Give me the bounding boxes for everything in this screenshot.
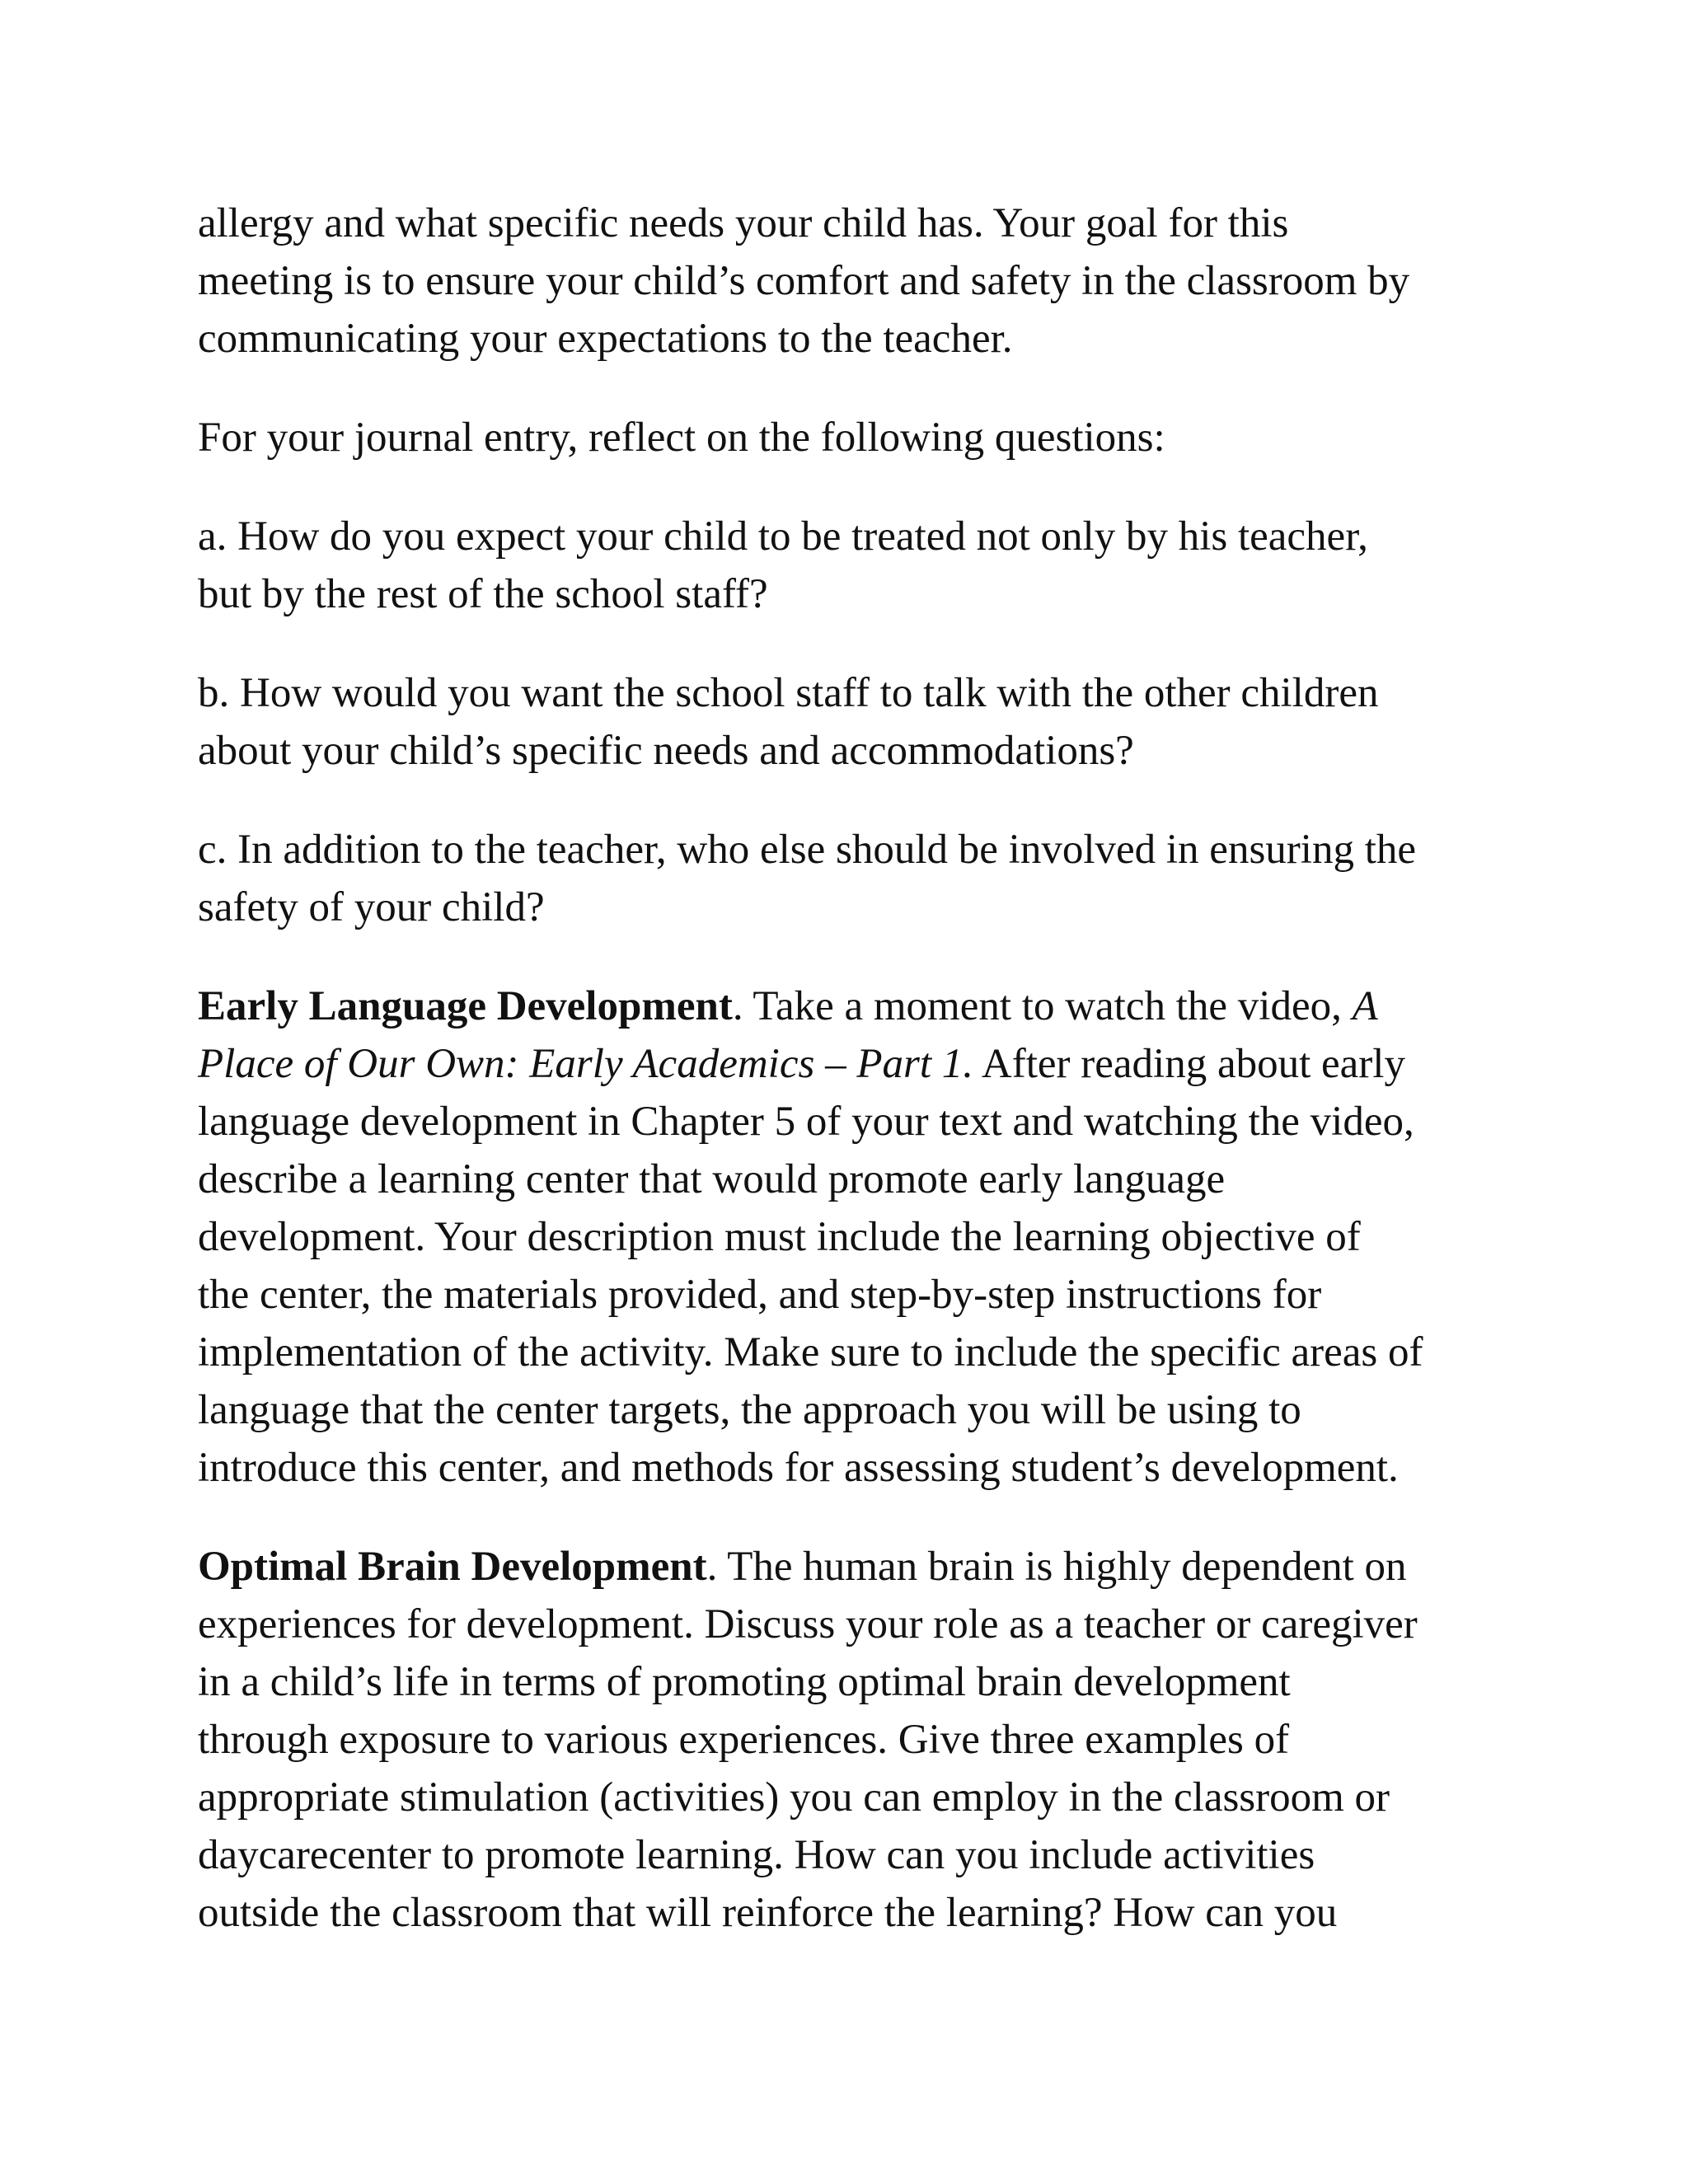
text-line: in a child’s life in terms of promoting optimal brain development	[198, 1659, 1291, 1705]
text-line: experiences for development. Discuss your role as a teacher or caregiver	[198, 1601, 1418, 1647]
text-line: b. How would you want the school staff to talk with the other children	[198, 670, 1379, 716]
text-line	[198, 1538, 1525, 1596]
heading-tail-text: . The human brain is highly dependent on	[706, 1544, 1407, 1590]
text-line: development. Your description must include the learning objective of	[198, 1214, 1361, 1260]
text-line: appropriate stimulation (activities) you can employ in the classroom or	[198, 1774, 1390, 1821]
text-line: describe a learning center that would promote early language	[198, 1156, 1226, 1202]
video-title-part2: Place of Our Own: Early Academics – Part 1.	[198, 1041, 973, 1087]
question-c	[198, 821, 1525, 936]
heading-tail-text: . Take a moment to watch the video,	[732, 983, 1353, 1029]
video-title-part1: A	[1352, 983, 1378, 1029]
question-b	[198, 664, 1525, 780]
text-line: implementation of the activity. Make sure to include the specific areas of	[198, 1329, 1423, 1376]
text-line	[198, 1035, 1525, 1093]
text-line: through exposure to various experiences. Give three examples of	[198, 1717, 1290, 1763]
text-line	[198, 977, 1525, 1035]
intro-paragraph	[198, 194, 1525, 368]
text-line: For your journal entry, reflect on the following questions:	[198, 415, 1165, 461]
section-heading-early-language: Early Language Development	[198, 983, 733, 1029]
text-line: but by the rest of the school staff?	[198, 571, 768, 617]
journal-prompt-paragraph	[198, 409, 1525, 466]
text-line: outside the classroom that will reinforce the learning? How can you	[198, 1890, 1338, 1936]
text-line: communicating your expectations to the teacher.	[198, 316, 1013, 362]
text-line: c. In addition to the teacher, who else should be involved in ensuring the	[198, 827, 1417, 873]
text-line: introduce this center, and methods for assessing student’s development.	[198, 1445, 1399, 1491]
text-line: daycarecenter to promote learning. How can you include activities	[198, 1832, 1315, 1878]
text-line: a. How do you expect your child to be treated not only by his teacher,	[198, 513, 1368, 560]
text-line: language development in Chapter 5 of your text and watching the video,	[198, 1099, 1414, 1145]
document-body	[198, 194, 1525, 1983]
text-line: about your child’s specific needs and accommodations?	[198, 728, 1134, 774]
question-a	[198, 508, 1525, 623]
text-line: safety of your child?	[198, 884, 545, 930]
text-line: meeting is to ensure your child’s comfort and safety in the classroom by	[198, 258, 1410, 304]
text-line: allergy and what specific needs your child has. Your goal for this	[198, 200, 1289, 246]
optimal-brain-section	[198, 1538, 1525, 1942]
line-tail-text: After reading about early	[973, 1041, 1405, 1087]
text-line: the center, the materials provided, and step-by-step instructions for	[198, 1272, 1322, 1318]
section-heading-optimal-brain: Optimal Brain Development	[198, 1544, 707, 1590]
early-language-section	[198, 977, 1525, 1497]
text-line: language that the center targets, the approach you will be using to	[198, 1387, 1301, 1433]
